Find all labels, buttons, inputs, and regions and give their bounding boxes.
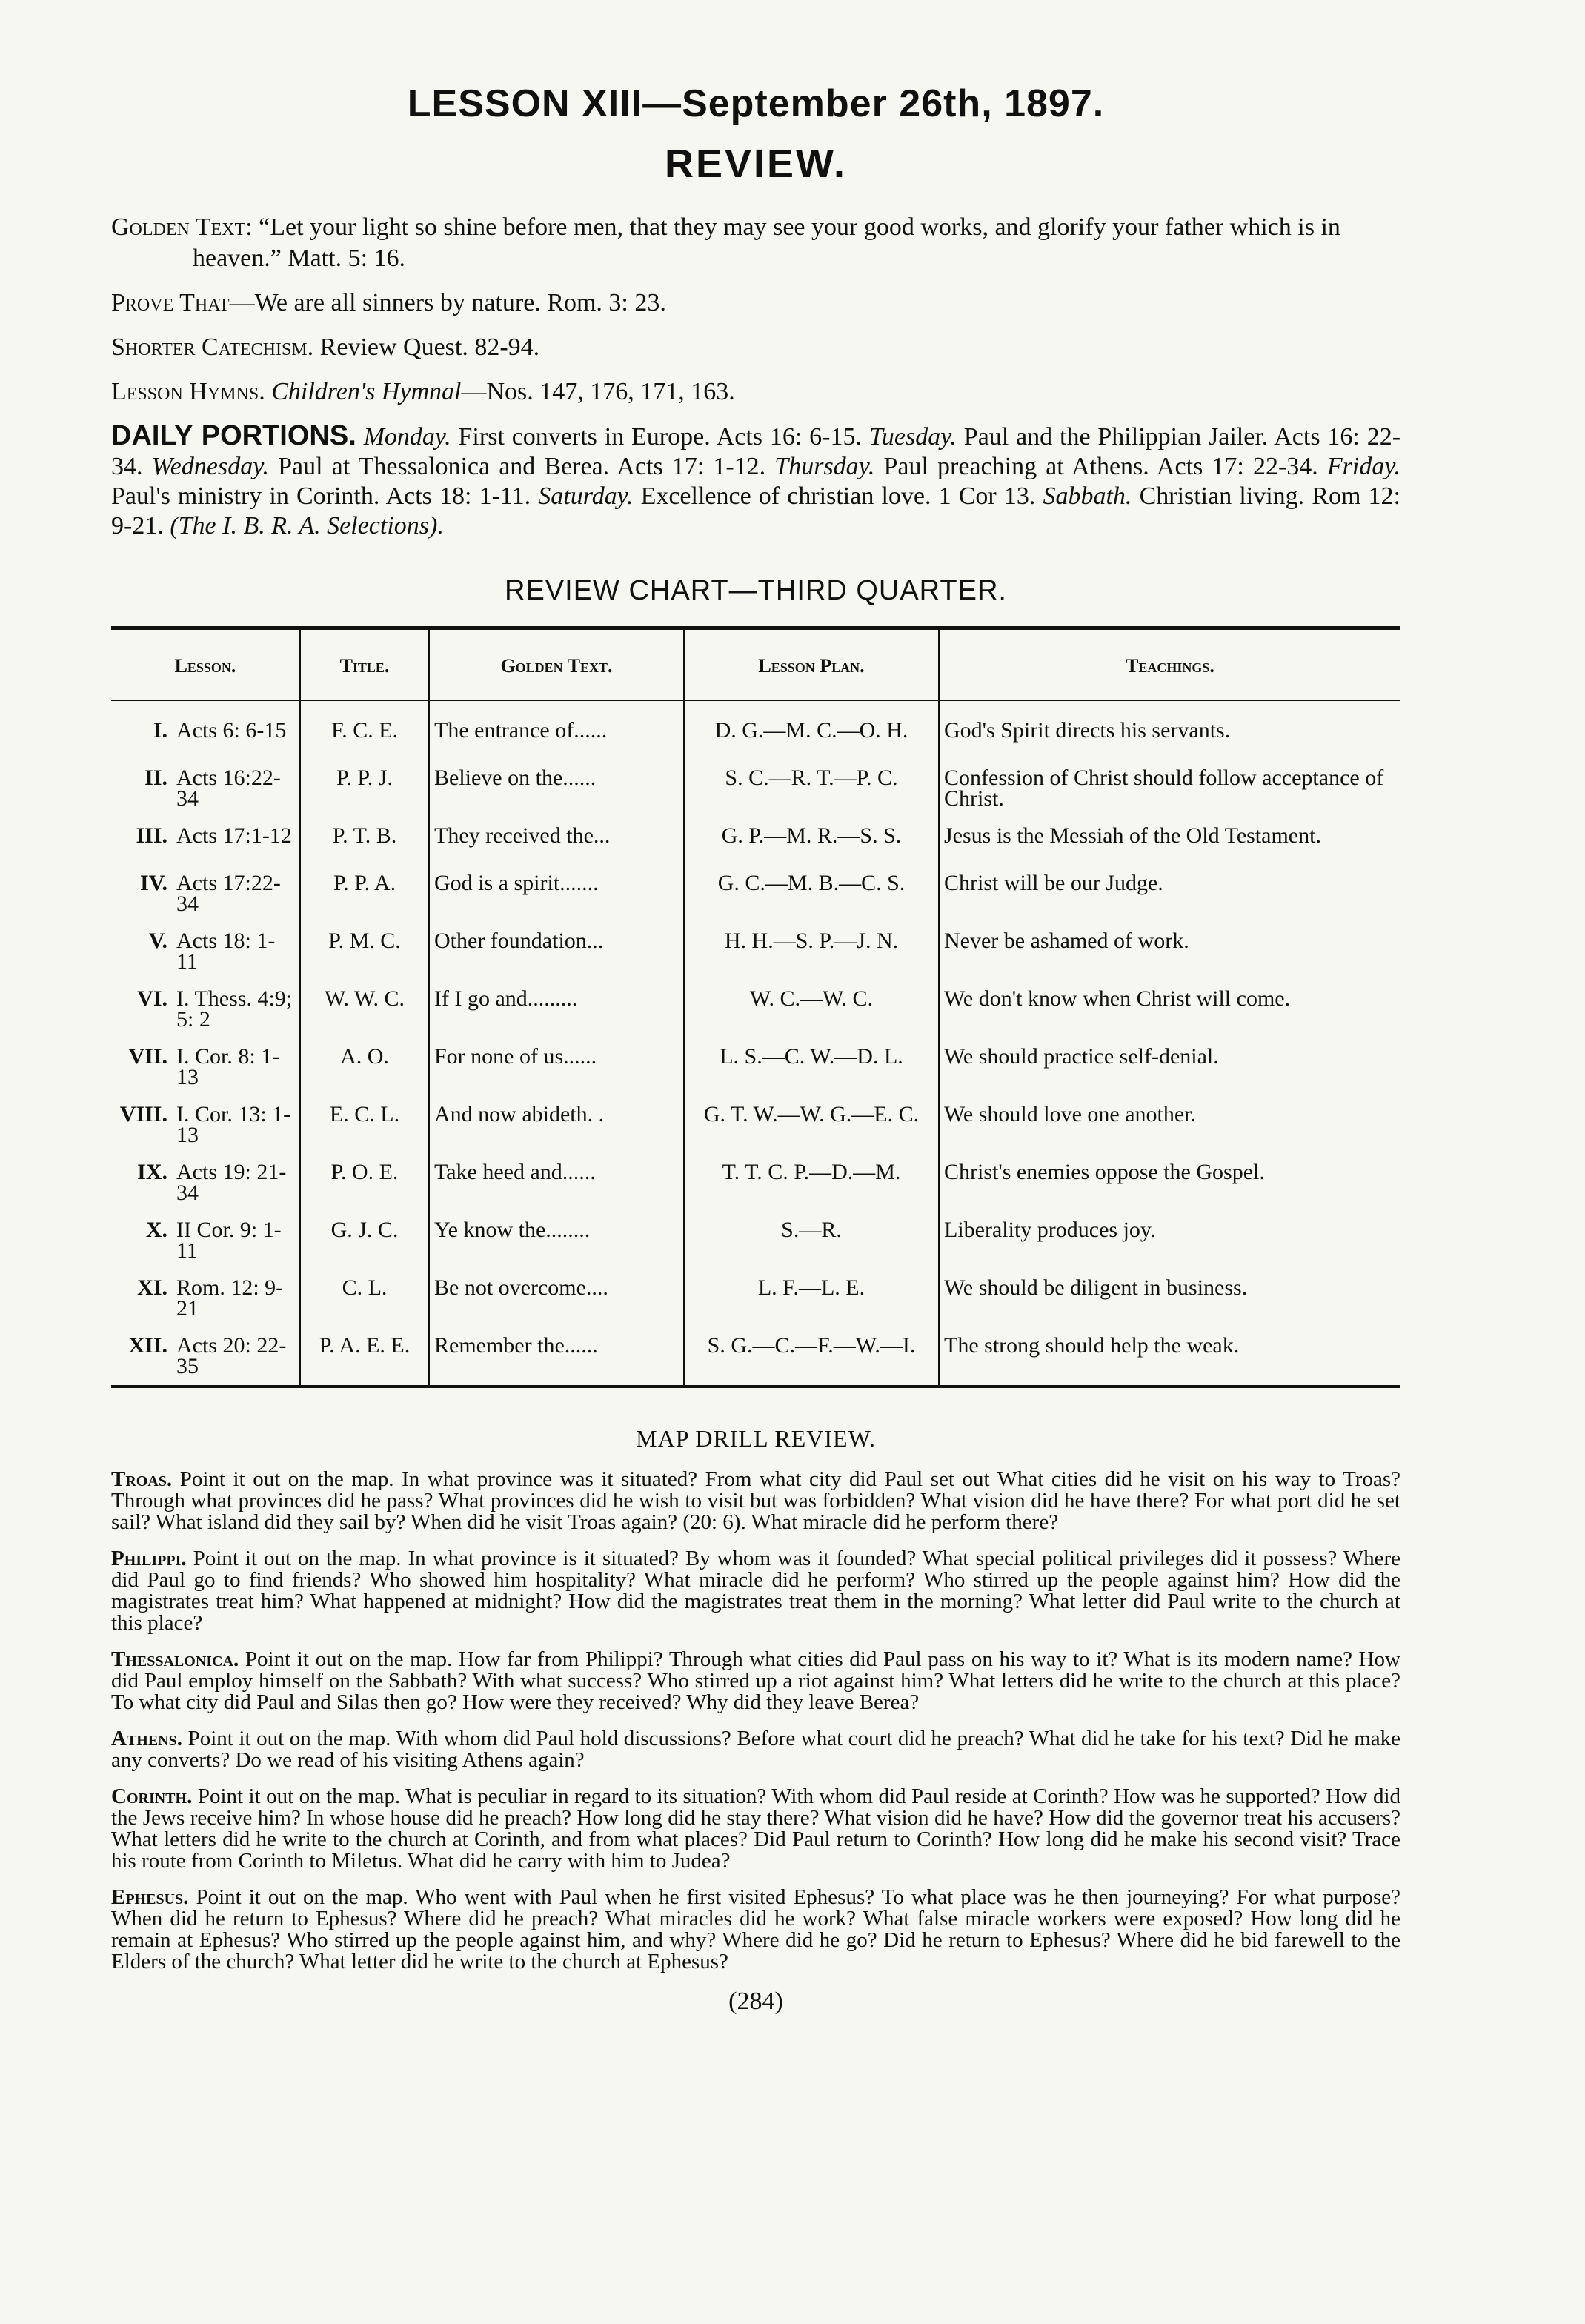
paragraph-lead: Ephesus. [111, 1885, 189, 1909]
map-drill-paragraph [111, 1887, 1400, 1973]
cell-golden: Ye know the........ [429, 1212, 684, 1269]
paragraph-text: Point it out on the map. In what province was it situated? From what city did Paul set out What cities did he visit on his way to Troas? Through what provinces did he pass? What provinces did he wish to visit but was forbidden? What vision did he have there? For what port did he set sail? What island did they sail by? When did he visit Troas again? (20: 6). What miracle did he perform there? [111, 1467, 1400, 1534]
cell-ref: Acts 18: 1-11 [176, 929, 276, 974]
cell-plan: S. G.—C.—F.—W.—I. [684, 1327, 939, 1387]
golden-text-body: “Let your light so shine before men, that they may see your good works, and glorify your father which is in heaven.” Matt. 5: 16. [193, 213, 1340, 272]
col-header-lesson: Lesson. [111, 628, 300, 701]
cell-teaching: Never be ashamed of work. [939, 923, 1400, 980]
cell-title: P. O. E. [300, 1154, 429, 1212]
col-header-title: Title. [300, 628, 429, 701]
cell-num: X. [145, 1218, 167, 1242]
paragraph-lead: Thessalonica. [111, 1647, 239, 1671]
paragraph-lead: Troas. [111, 1467, 173, 1491]
cell-plan: G. P.—M. R.—S. S. [684, 817, 939, 865]
cell-num: XII. [128, 1333, 167, 1358]
catechism-label: Shorter Catechism. [111, 333, 314, 361]
cell-plan: H. H.—S. P.—J. N. [684, 923, 939, 980]
catechism-text: Review Quest. 82-94. [319, 333, 540, 361]
cell-teaching: We should love one another. [939, 1096, 1400, 1154]
cell-num: VI. [137, 986, 167, 1011]
cell-num: VII. [128, 1044, 167, 1069]
paragraph-lead: Corinth. [111, 1784, 193, 1808]
table-row [111, 817, 1400, 865]
cell-golden: For none of us...... [429, 1038, 684, 1096]
lesson-hymns [111, 376, 1400, 408]
table-row [111, 760, 1400, 817]
col-header-lesson-plan: Lesson Plan. [684, 628, 939, 701]
cell-title: P. M. C. [300, 923, 429, 980]
cell-plan: D. G.—M. C.—O. H. [684, 700, 939, 760]
cell-golden: Other foundation... [429, 923, 684, 980]
cell-ref: I. Cor. 13: 1-13 [176, 1102, 291, 1147]
review-chart-title: REVIEW CHART—THIRD QUARTER. [505, 575, 1007, 606]
cell-ref: Acts 17:22-34 [176, 871, 281, 916]
table-body [111, 700, 1400, 1387]
cell-ref: Acts 17:1-12 [176, 823, 292, 848]
table-row [111, 980, 1400, 1038]
page-number: (284) [728, 1988, 783, 2015]
cell-ref: Acts 20: 22-35 [176, 1333, 287, 1378]
daily-note: (The I. B. R. A. Selections). [170, 512, 444, 540]
cell-title: E. C. L. [300, 1096, 429, 1154]
cell-title: P. P. J. [300, 760, 429, 817]
prove-that-label: Prove That [111, 289, 230, 316]
cell-plan: T. T. C. P.—D.—M. [684, 1154, 939, 1212]
paragraph-text: Point it out on the map. In what province is it situated? By whom was it founded? What special political privileges did it possess? Where did Paul go to find friends? Who showed him hospitality? What miracle did he perform? Who stirred up the people against him? How did the magistrates treat him? What happened at midnight? How did the magistrates treat them in the morning? What letter did Paul write to the church at this place? [111, 1547, 1401, 1635]
cell-golden: Be not overcome.... [429, 1269, 684, 1327]
map-drill-paragraph [111, 1786, 1400, 1872]
cell-plan: L. F.—L. E. [684, 1269, 939, 1327]
lesson-title: LESSON XIII—September 26th, 1897. [407, 82, 1105, 125]
cell-golden: Take heed and...... [429, 1154, 684, 1212]
page [111, 82, 1400, 2016]
cell-num: III. [136, 823, 167, 848]
cell-teaching: Christ will be our Judge. [939, 865, 1400, 923]
daily-day: Sabbath. [1043, 482, 1132, 510]
cell-title: A. O. [300, 1038, 429, 1096]
cell-golden: They received the... [429, 817, 684, 865]
review-chart-table [111, 626, 1400, 1388]
cell-golden: God is a spirit....... [429, 865, 684, 923]
daily-day: Saturday. [538, 482, 634, 510]
shorter-catechism [111, 332, 1400, 363]
table-row [111, 865, 1400, 923]
paragraph-text: Point it out on the map. With whom did Paul hold discussions? Before what court did he preach? What did he take for his text? Did he make any converts? Do we read of his visiting Athens again? [111, 1727, 1401, 1772]
map-drill-paragraph [111, 1728, 1400, 1771]
cell-teaching: Jesus is the Messiah of the Old Testament. [939, 817, 1400, 865]
map-drill-paragraph [111, 1649, 1400, 1713]
daily-text: Christian living. Rom 12: 9-21. [111, 482, 1401, 540]
daily-text: Paul at Thessalonica and Berea. Acts 17: 1-12. [278, 453, 766, 480]
daily-portions-label: DAILY PORTIONS. [111, 420, 356, 451]
cell-title: P. T. B. [300, 817, 429, 865]
paragraph-text: Point it out on the map. What is peculiar in regard to its situation? With whom did Paul reside at Corinth? How was he supported? How did the Jews receive him? In whose house did he preach? How long did he stay there? What vision did he have? How did the governor treat his accusers? What letters did he write to the church at Corinth, and from what places? Did Paul return to Corinth? How long did he make his second visit? Trace his route from Corinth to Miletus. What did he carry with him to Judea? [111, 1784, 1401, 1873]
cell-ref: I. Thess. 4:9; 5: 2 [176, 986, 293, 1032]
paragraph-lead: Athens. [111, 1727, 182, 1750]
col-header-golden-text: Golden Text. [429, 628, 684, 701]
cell-teaching: Confession of Christ should follow acceptance of Christ. [939, 760, 1400, 817]
daily-text: Paul and the Philippian Jailer. Acts 16: 22-34. [111, 423, 1401, 480]
hymns-label: Lesson Hymns. [111, 378, 265, 405]
map-drill-title: MAP DRILL REVIEW. [636, 1425, 876, 1452]
table-row [111, 1038, 1400, 1096]
cell-title: P. A. E. E. [300, 1327, 429, 1387]
daily-day: Wednesday. [151, 453, 269, 480]
daily-day: Monday. [363, 423, 451, 451]
table-row [111, 1269, 1400, 1327]
col-header-teachings: Teachings. [939, 628, 1400, 701]
table-row [111, 1096, 1400, 1154]
cell-title: W. W. C. [300, 980, 429, 1038]
daily-day: Thursday. [774, 453, 875, 480]
table-header-row [111, 628, 1400, 701]
daily-text: First converts in Europe. Acts 16: 6-15. [458, 423, 862, 451]
cell-title: C. L. [300, 1269, 429, 1327]
cell-num: XI. [137, 1275, 167, 1300]
cell-title: F. C. E. [300, 700, 429, 760]
table-row [111, 700, 1400, 760]
cell-num: I. [153, 718, 167, 743]
map-drill-paragraph [111, 1469, 1400, 1533]
cell-golden: Remember the...... [429, 1327, 684, 1387]
daily-day: Friday. [1326, 453, 1401, 480]
prove-that-text: —We are all sinners by nature. Rom. 3: 23. [229, 289, 666, 316]
cell-ref: Acts 6: 6-15 [176, 718, 287, 743]
cell-ref: Acts 16:22-34 [176, 766, 281, 811]
table-row [111, 1154, 1400, 1212]
cell-num: IX. [137, 1160, 167, 1184]
cell-ref: Acts 19: 21-34 [176, 1160, 287, 1205]
cell-ref: II Cor. 9: 1-11 [176, 1218, 282, 1263]
hymns-text: —Nos. 147, 176, 171, 163. [461, 378, 735, 405]
prove-that [111, 288, 1400, 319]
cell-golden: Believe on the...... [429, 760, 684, 817]
hymns-book: Children's Hymnal [271, 378, 462, 405]
cell-teaching: The strong should help the weak. [939, 1327, 1400, 1387]
table-row [111, 1327, 1400, 1387]
cell-title: G. J. C. [300, 1212, 429, 1269]
cell-num: VIII. [119, 1102, 167, 1126]
paragraph-lead: Philippi. [111, 1547, 187, 1570]
cell-teaching: Liberality produces joy. [939, 1212, 1400, 1269]
table-row [111, 923, 1400, 980]
cell-num: V. [148, 929, 167, 953]
cell-plan: G. T. W.—W. G.—E. C. [684, 1096, 939, 1154]
cell-golden: And now abideth. . [429, 1096, 684, 1154]
cell-num: II. [144, 766, 167, 790]
cell-teaching: We should be diligent in business. [939, 1269, 1400, 1327]
golden-text-label: Golden Text: [111, 213, 253, 241]
lesson-subtitle: REVIEW. [664, 142, 848, 186]
daily-text: Excellence of christian love. 1 Cor 13. [640, 482, 1036, 510]
cell-golden: If I go and......... [429, 980, 684, 1038]
table-row [111, 1212, 1400, 1269]
cell-plan: W. C.—W. C. [684, 980, 939, 1038]
cell-plan: G. C.—M. B.—C. S. [684, 865, 939, 923]
cell-num: IV. [140, 871, 167, 895]
cell-plan: S. C.—R. T.—P. C. [684, 760, 939, 817]
daily-text: Paul's ministry in Corinth. Acts 18: 1-11. [111, 482, 531, 510]
cell-teaching: Christ's enemies oppose the Gospel. [939, 1154, 1400, 1212]
cell-title: P. P. A. [300, 865, 429, 923]
paragraph-text: Point it out on the map. How far from Philippi? Through what cities did Paul pass on his way to it? What is its modern name? How did Paul employ himself on the Sabbath? With what success? Who stirred up a riot against him? What letters did he write to the church at this place? To what city did Paul and Silas then go? How were they received? Why did they leave Berea? [111, 1647, 1400, 1714]
cell-plan: L. S.—C. W.—D. L. [684, 1038, 939, 1096]
cell-golden: The entrance of...... [429, 700, 684, 760]
cell-plan: S.—R. [684, 1212, 939, 1269]
map-drill-paragraph [111, 1548, 1400, 1634]
cell-ref: Rom. 12: 9-21 [176, 1275, 284, 1321]
daily-text: Paul preaching at Athens. Acts 17: 22-34. [883, 453, 1318, 480]
daily-day: Tuesday. [868, 423, 957, 451]
paragraph-text: Point it out on the map. Who went with Paul when he first visited Ephesus? To what place was he then journeying? For what purpose? When did he return to Ephesus? Where did he preach? What miracles did he work? What false miracle workers were exposed? How long did he remain at Ephesus? Who stirred up the people against him, and why? Where did he go? Did he return to Ephesus? Where did he bid farewell to the Elders of the church? What letter did he write to the church at Ephesus? [111, 1885, 1400, 1973]
daily-portions [111, 421, 1400, 541]
cell-teaching: We don't know when Christ will come. [939, 980, 1400, 1038]
cell-teaching: We should practice self-denial. [939, 1038, 1400, 1096]
cell-ref: I. Cor. 8: 1-13 [176, 1044, 280, 1089]
cell-teaching: God's Spirit directs his servants. [939, 700, 1400, 760]
golden-text [111, 212, 1400, 274]
